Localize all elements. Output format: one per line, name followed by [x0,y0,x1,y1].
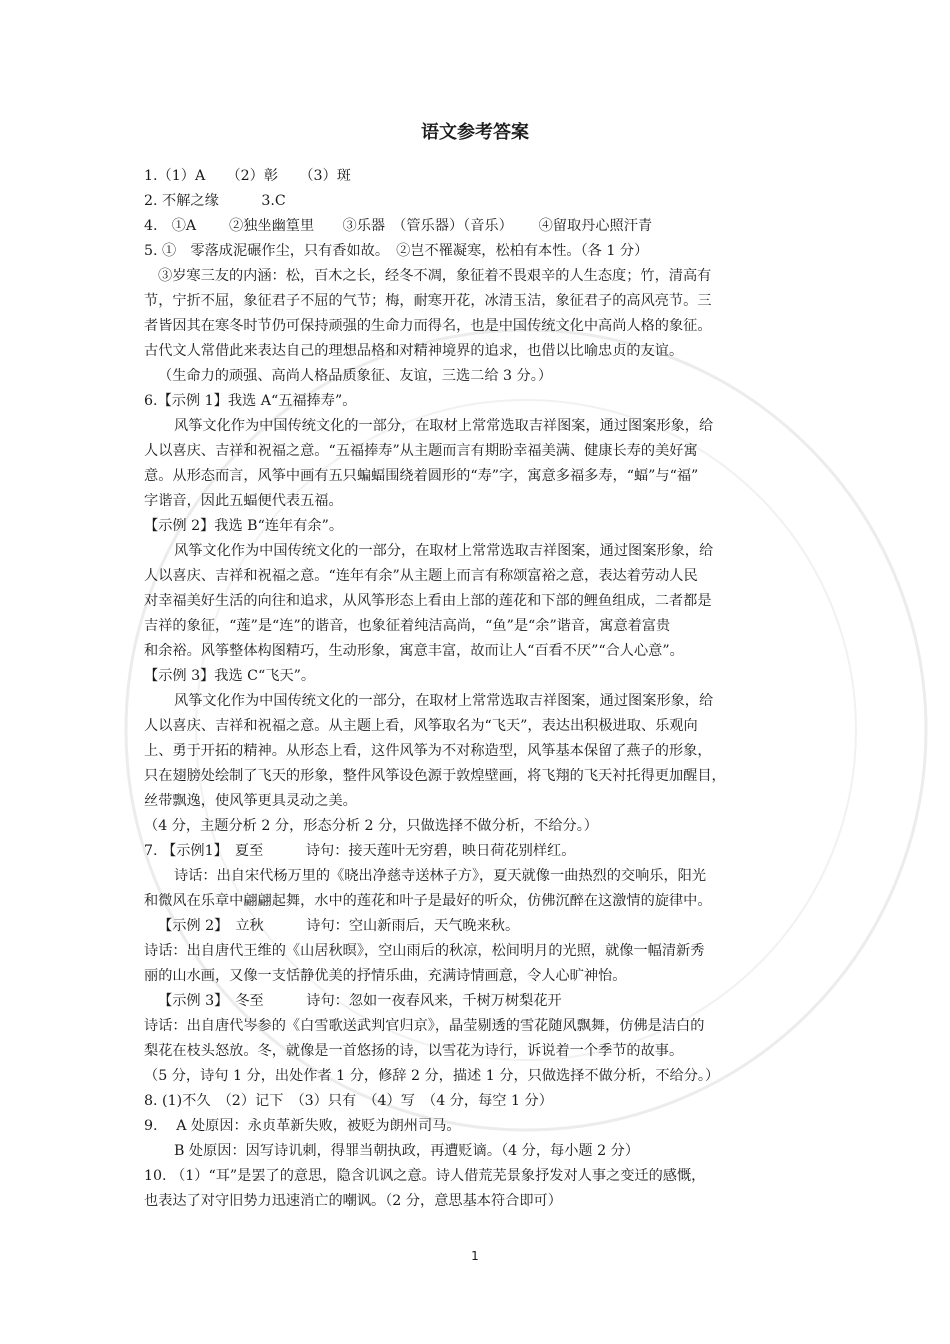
answer-line: 上、勇于开拓的精神。从形态上看，这件风筝为不对称造型，风筝基本保留了燕子的形象， [144,743,712,759]
answer-line: 8. (1)不久 （2）记下 （3）只有 （4）写 （4 分，每空 1 分） [144,1093,553,1109]
answer-line: 梨花在枝头怒放。冬，就像是一首悠扬的诗，以雪花为诗行，诉说着一个季节的故事。 [144,1043,684,1059]
answer-line: 只在翅膀处绘制了飞天的形象，整件风筝设色源于敦煌壁画，将飞翔的飞天衬托得更加醒目， [144,768,726,784]
answer-line: 2. 不解之缘 3.C [144,193,286,209]
answer-line: 【示例 3】 冬至 诗句：忽如一夜春风来，千树万树梨花开 [158,993,562,1009]
answer-line: 人以喜庆、吉祥和祝福之意。“五福捧寿”从主题而言有期盼幸福美满、健康长寿的美好寓 [144,443,698,459]
answer-line: 意。从形态而言，风筝中画有五只蝙蝠围绕着圆形的“寿”字，寓意多福多寿，“蝠”与“福” [144,468,699,484]
answer-line: 7. 【示例1】 夏至 诗句：接天莲叶无穷碧，映日荷花别样红。 [144,843,576,859]
answer-line: 人以喜庆、吉祥和祝福之意。“连年有余”从主题上而言有称颂富裕之意，表达着劳动人民 [144,568,698,584]
answer-line: 节，宁折不屈，象征君子不屈的气节；梅，耐寒开花，冰清玉洁，象征君子的高风亮节。三 [144,293,712,309]
answer-line: 10. （1）“耳”是罢了的意思，隐含讥讽之意。诗人借荒芜景象抒发对人事之变迁的感慨， [144,1168,706,1184]
answer-line: 丽的山水画，又像一支恬静优美的抒情乐曲，充满诗情画意，令人心旷神怡。 [144,968,627,984]
answer-line: （5 分，诗句 1 分，出处作者 1 分，修辞 2 分，描述 1 分，只做选择不做分析，不给分。） [144,1068,720,1084]
answer-line: 对幸福美好生活的向往和追求，从风筝形态上看由上部的莲花和下部的鲤鱼组成，二者都是 [144,593,712,609]
answer-line: 风筝文化作为中国传统文化的一部分，在取材上常常选取吉祥图案，通过图案形象，给 [174,543,714,559]
answer-line: 也表达了对守旧势力迅速消亡的嘲讽。（2 分，意思基本符合即可） [144,1193,562,1209]
answer-line: ③岁寒三友的内涵：松，百木之长，经冬不凋，象征着不畏艰辛的人生态度；竹，清高有 [158,268,712,284]
answer-line: 吉祥的象征，“莲”是“连”的谐音，也象征着纯洁高尚，“鱼”是“余”谐音，寓意着富贵 [144,618,671,634]
answer-line: 诗话：出自宋代杨万里的《晓出净慈寺送林子方》，夏天就像一曲热烈的交响乐，阳光 [174,868,707,884]
answer-line: B 处原因：因写诗讥刺，得罪当朝执政，再遭贬谪。（4 分，每小题 2 分） [174,1143,640,1159]
answer-line: 丝带飘逸，使风筝更具灵动之美。 [144,793,357,809]
answer-line: 9. A 处原因：永贞革新失败，被贬为朗州司马。 [144,1118,461,1134]
answer-line: 1.（1）A （2）彰 （3）斑 [144,168,351,184]
answer-line: 【示例 2】我选 B“连年有余”。 [144,518,344,534]
answer-body [144,164,812,1214]
page-title: 语文参考答案 [421,122,529,143]
answer-line: 风筝文化作为中国传统文化的一部分，在取材上常常选取吉祥图案，通过图案形象，给 [174,693,714,709]
answer-line: （4 分，主题分析 2 分，形态分析 2 分，只做选择不做分析，不给分。） [144,818,598,834]
answer-line: 诗话：出自唐代岑参的《白雪歌送武判官归京》，晶莹剔透的雪花随风飘舞，仿佛是洁白的 [144,1018,705,1034]
answer-line: 诗话：出自唐代王维的《山居秋暝》，空山雨后的秋凉，松间明月的光照，就像一幅清新秀 [144,943,705,959]
page-number: 1 [471,1249,479,1263]
answer-line: 古代文人常借此来表达自己的理想品格和对精神境界的追求，也借以比喻忠贞的友谊。 [144,343,684,359]
answer-line: 【示例 3】我选 C“飞天”。 [144,668,316,684]
answer-line: 字谐音，因此五蝠便代表五福。 [144,493,343,509]
answer-line: （生命力的顽强、高尚人格品质象征、友谊，三选二给 3 分。） [158,368,553,384]
answer-line: 和微风在乐章中翩翩起舞，水中的莲花和叶子是最好的听众，仿佛沉醉在这激情的旋律中。 [144,893,712,909]
answer-line: 人以喜庆、吉祥和祝福之意。从主题上看，风筝取名为“飞天”，表达出积极进取、乐观向 [144,718,698,734]
answer-line: 6.【示例 1】我选 A“五福捧寿”。 [144,393,357,409]
answer-line: 和余裕。风筝整体构图精巧，生动形象，寓意丰富，故而让人“百看不厌”“合人心意”。 [144,643,684,659]
answer-line: 4. ①A ②独坐幽篁里 ③乐器 （管乐器）（音乐） ④留取丹心照汗青 [144,218,653,234]
answer-line: 5. ① 零落成泥碾作尘，只有香如故。 ②岂不罹凝寒，松柏有本性。（各 1 分） [144,243,649,259]
answer-line: 者皆因其在寒冬时节仍可保持顽强的生命力而得名，也是中国传统文化中高尚人格的象征。 [144,318,712,334]
answer-line: 【示例 2】 立秋 诗句：空山新雨后，天气晚来秋。 [158,918,520,934]
answer-line: 风筝文化作为中国传统文化的一部分，在取材上常常选取吉祥图案，通过图案形象，给 [174,418,714,434]
